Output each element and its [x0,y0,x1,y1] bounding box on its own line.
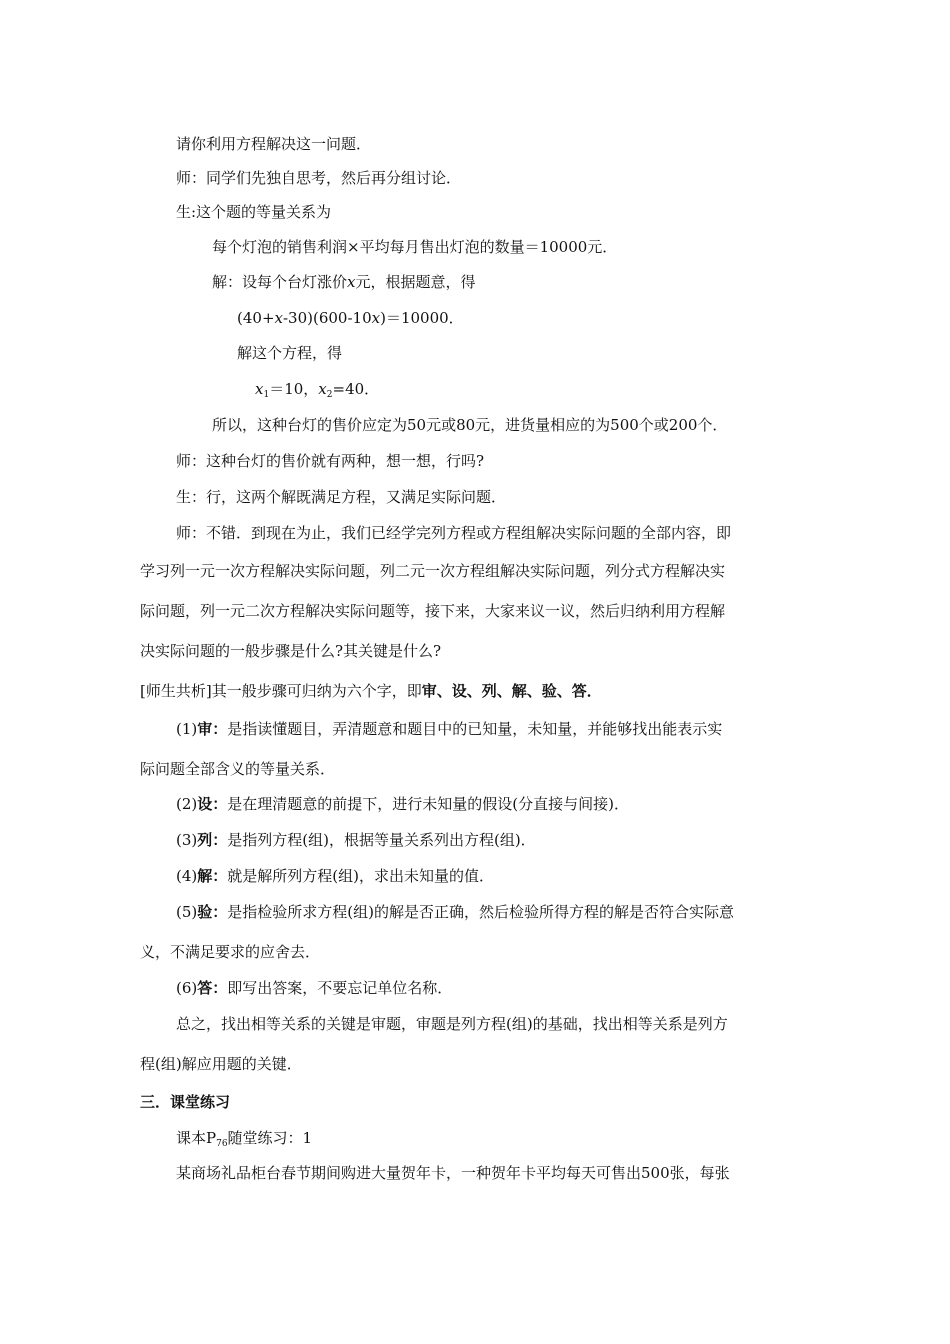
step-number: (4) [176,867,198,885]
root-value: =40． [332,380,380,398]
page-subscript: 76 [216,1139,228,1149]
student-line: 生:这个题的等量关系为 [176,203,332,221]
step-item [176,719,722,739]
paragraph-line: 决实际问题的一般步骤是什么?其关键是什么? [140,642,442,660]
paragraph-line: 请你利用方程解决这一问题． [176,135,372,153]
step-item [176,978,452,998]
step-keyword: 列： [197,831,228,849]
equality-relation: 每个灯泡的销售利润×平均每月售出灯泡的数量＝10000元． [212,238,618,256]
equation [237,308,464,328]
solution-setup [212,272,476,292]
paragraph-line: 学习列一元一次方程解决实际问题，列二元一次方程组解决实际问题，列分式方程解决实 [140,562,726,580]
variable-x: x [371,309,381,327]
step-number: (5) [176,903,198,921]
equation-part: (40+ [237,309,275,327]
paragraph-line: 际问题全部含义的等量关系． [140,760,336,778]
equation-part: -30)(600-10 [282,309,372,327]
step-number: (1) [176,720,198,738]
conclusion-line: 所以，这种台灯的售价应定为50元或80元，进货量相应的为500个或200个． [212,416,728,434]
step-text: 是在理清题意的前提下，进行未知量的假设(分直接与间接)． [227,795,629,813]
student-line: 生：行，这两个解既满足方程，又满足实际问题． [176,488,507,506]
step-keyword: 设： [197,795,228,813]
paragraph-line: 际问题，列一元二次方程解决实际问题等，接下来，大家来议一议，然后归纳利用方程解 [140,602,726,620]
step-keyword: 验： [197,903,228,921]
summary-line [140,681,602,701]
step-number: (2) [176,795,198,813]
paragraph-line: 程(组)解应用题的关键． [140,1055,302,1073]
variable-x: x [318,380,327,398]
variable-x: x [274,309,283,327]
equation-part: )＝10000． [380,309,464,327]
summary-text: [师生共析]其一般步骤可归纳为六个字，即 [140,682,422,700]
paragraph-line: 义，不满足要求的应舍去． [140,943,321,961]
solution-setup-text-2: 元，根据题意，得 [355,273,476,291]
solve-line: 解这个方程，得 [237,344,343,362]
step-item [176,866,494,886]
root-value: ＝10， [269,380,319,398]
step-keyword: 审： [197,720,228,738]
section-heading: 三．课堂练习 [140,1093,231,1111]
variable-x: x [347,273,356,291]
exercise-label: 随堂练习：1 [227,1129,313,1147]
teacher-line: 师：同学们先独自思考，然后再分组讨论． [176,169,462,187]
step-keyword: 解： [197,867,228,885]
textbook-ref: 课本P [176,1129,217,1147]
step-text: 是指检验所求方程(组)的解是否正确，然后检验所得方程的解是否符合实际意 [227,903,734,921]
subscript: 1 [263,390,270,400]
step-text: 是指列方程(组)，根据等量关系列出方程(组)． [227,831,536,849]
exercise-problem: 某商场礼品柜台春节期间购进大量贺年卡，一种贺年卡平均每天可售出500张，每张 [176,1164,730,1182]
step-text: 即写出答案，不要忘记单位名称． [227,979,453,997]
step-keyword: 答： [197,979,228,997]
teacher-line: 师：这种台灯的售价就有两种，想一想，行吗? [176,452,485,470]
step-item [176,830,536,850]
teacher-line: 师：不错．到现在为止，我们已经学完列方程或方程组解决实际问题的全部内容，即 [176,524,732,542]
step-item [176,902,734,922]
subscript: 2 [326,390,333,400]
step-text: 是指读懂题目，弄清题意和题目中的已知量，未知量，并能够找出能表示实 [227,720,723,738]
solution-setup-text: 解：设每个台灯涨价 [212,273,348,291]
step-number: (6) [176,979,198,997]
step-text: 就是解所列方程(组)，求出未知量的值． [227,867,494,885]
roots [255,379,379,405]
step-number: (3) [176,831,198,849]
six-steps: 审、设、列、解、验、答． [421,682,602,700]
step-item [176,794,629,814]
paragraph-line: 总之，找出相等关系的关键是审题，审题是列方程(组)的基础，找出相等关系是列方 [176,1015,728,1033]
variable-x: x [255,380,264,398]
exercise-reference [176,1128,312,1154]
